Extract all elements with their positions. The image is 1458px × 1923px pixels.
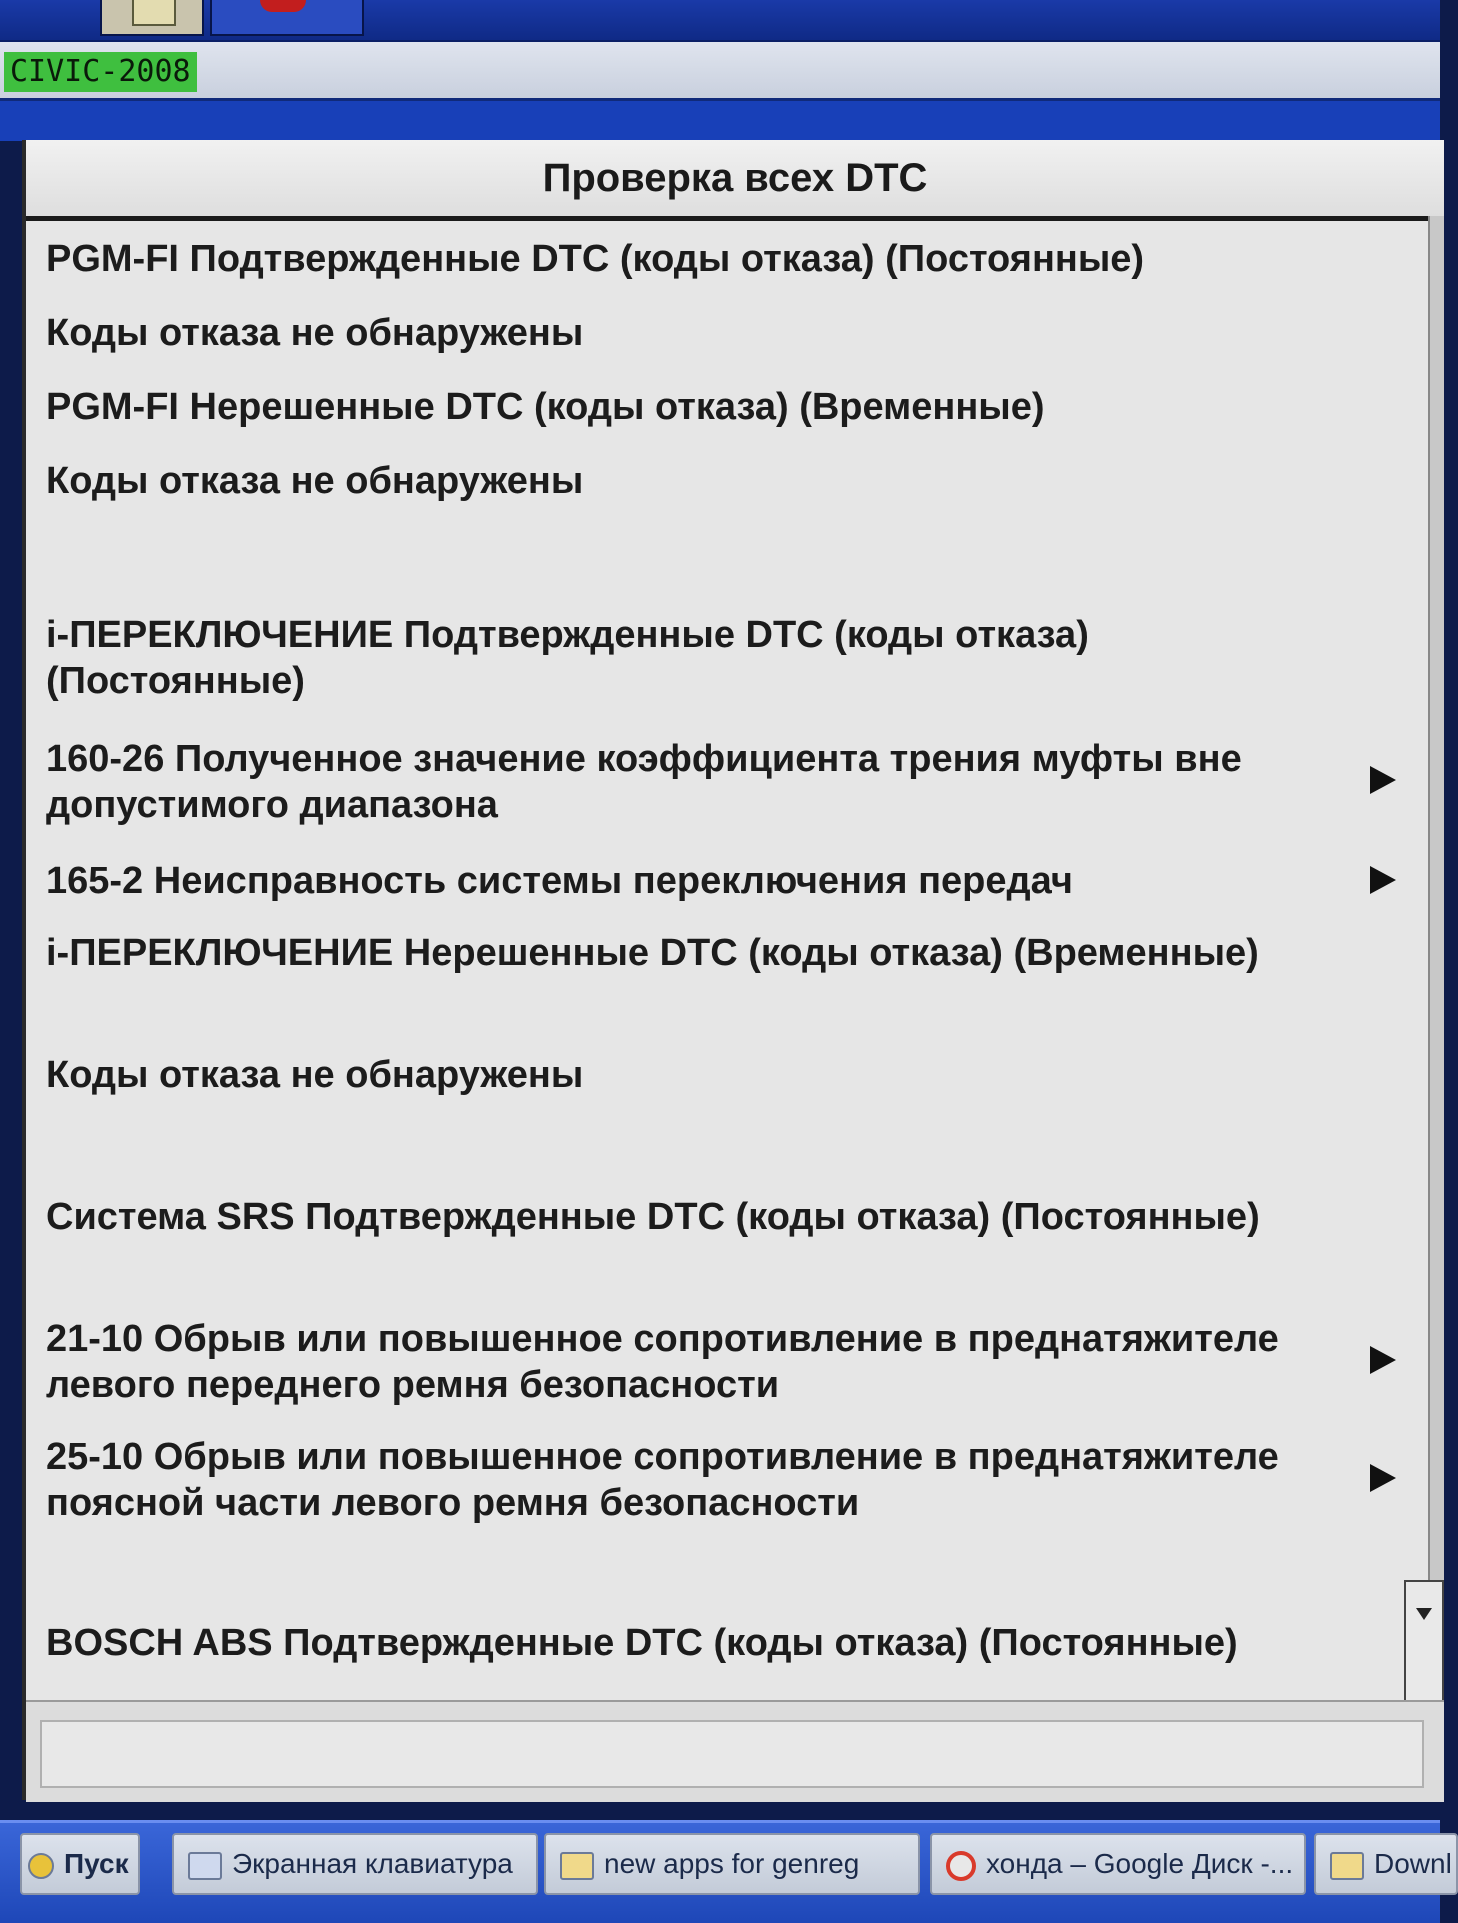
section-header [46,1620,1396,1666]
dtc-item[interactable] [46,1316,1396,1408]
no-codes-label: Коды отказа не обнаружены [46,460,584,502]
arrow-right-icon[interactable] [1370,1464,1396,1492]
section-header [46,930,1396,976]
section-header-label: PGM-FI Подтвержденные DTC (коды отказа) (Постоянные) [46,238,1145,280]
section-header [46,236,1396,282]
car-toolbar-button[interactable] [210,0,364,36]
taskbar-item-chrome[interactable] [930,1833,1306,1895]
toolbar [0,0,1440,42]
section-header-label: PGM-FI Нерешенные DTC (коды отказа) (Временные) [46,386,1045,428]
dtc-list [46,236,1426,1816]
taskbar-item-label: new apps for genreg [604,1848,860,1879]
dtc-item-label: 21-10 Обрыв или повышенное сопротивление в преднатяжителе левого переднего ремня безопасности [46,1318,1279,1406]
dtc-item[interactable] [46,1434,1396,1526]
taskbar-item-folder[interactable] [544,1833,920,1895]
vehicle-bar [0,42,1440,101]
dtc-item-label: 160-26 Полученное значение коэффициента трения муфты вне допустимого диапазона [46,738,1242,826]
chrome-icon [946,1851,976,1881]
dtc-item[interactable] [46,858,1396,904]
message-toolbar-button[interactable] [100,0,204,36]
vehicle-label: CIVIC-2008 [4,52,197,92]
car-icon [260,0,306,12]
dtc-item-label: 165-2 Неисправность системы переключения передач [46,860,1073,902]
scrollbar[interactable] [1428,216,1444,1716]
no-codes-message [46,1052,1396,1098]
section-header [46,612,1396,704]
taskbar [0,1820,1452,1923]
keyboard-icon [188,1852,222,1880]
taskbar-item-label: Экранная клавиатура [232,1848,513,1879]
no-codes-label: Коды отказа не обнаружены [46,312,584,354]
panel-title: Проверка всех DTC [26,140,1444,221]
section-header [46,384,1396,430]
section-header-label: i-ПЕРЕКЛЮЧЕНИЕ Нерешенные DTC (коды отказа) (Временные) [46,932,1259,974]
arrow-right-icon[interactable] [1370,866,1396,894]
section-header-label: Система SRS Подтвержденные DTC (коды отказа) (Постоянные) [46,1196,1260,1238]
start-button[interactable] [20,1833,140,1895]
section-header-label: BOSCH ABS Подтвержденные DTC (коды отказа) (Постоянные) [46,1622,1238,1664]
no-codes-message [46,458,1396,504]
taskbar-item-label: хонда – Google Диск -... [986,1848,1294,1879]
dtc-item-label: 25-10 Обрыв или повышенное сопротивление в преднатяжителе поясной части левого ремня безопасности [46,1436,1279,1524]
folder-icon [560,1852,594,1880]
windows-logo-icon [28,1853,54,1879]
title-band [0,101,1440,141]
scroll-down-icon [1416,1608,1432,1620]
taskbar-item-downloads[interactable] [1314,1833,1458,1895]
dtc-item[interactable] [46,736,1396,828]
dtc-panel [22,140,1444,1800]
message-icon [132,0,176,26]
status-field [40,1720,1424,1788]
start-label: Пуск [64,1848,129,1879]
no-codes-message [46,310,1396,356]
panel-footer [26,1700,1444,1802]
arrow-right-icon[interactable] [1370,766,1396,794]
taskbar-item-label: Downl [1374,1848,1452,1879]
arrow-right-icon[interactable] [1370,1346,1396,1374]
no-codes-label: Коды отказа не обнаружены [46,1054,584,1096]
section-header-label: i-ПЕРЕКЛЮЧЕНИЕ Подтвержденные DTC (коды отказа) (Постоянные) [46,614,1089,702]
taskbar-item-keyboard[interactable] [172,1833,538,1895]
scroll-down-button[interactable] [1404,1580,1444,1704]
section-header [46,1194,1396,1240]
folder-icon [1330,1852,1364,1880]
